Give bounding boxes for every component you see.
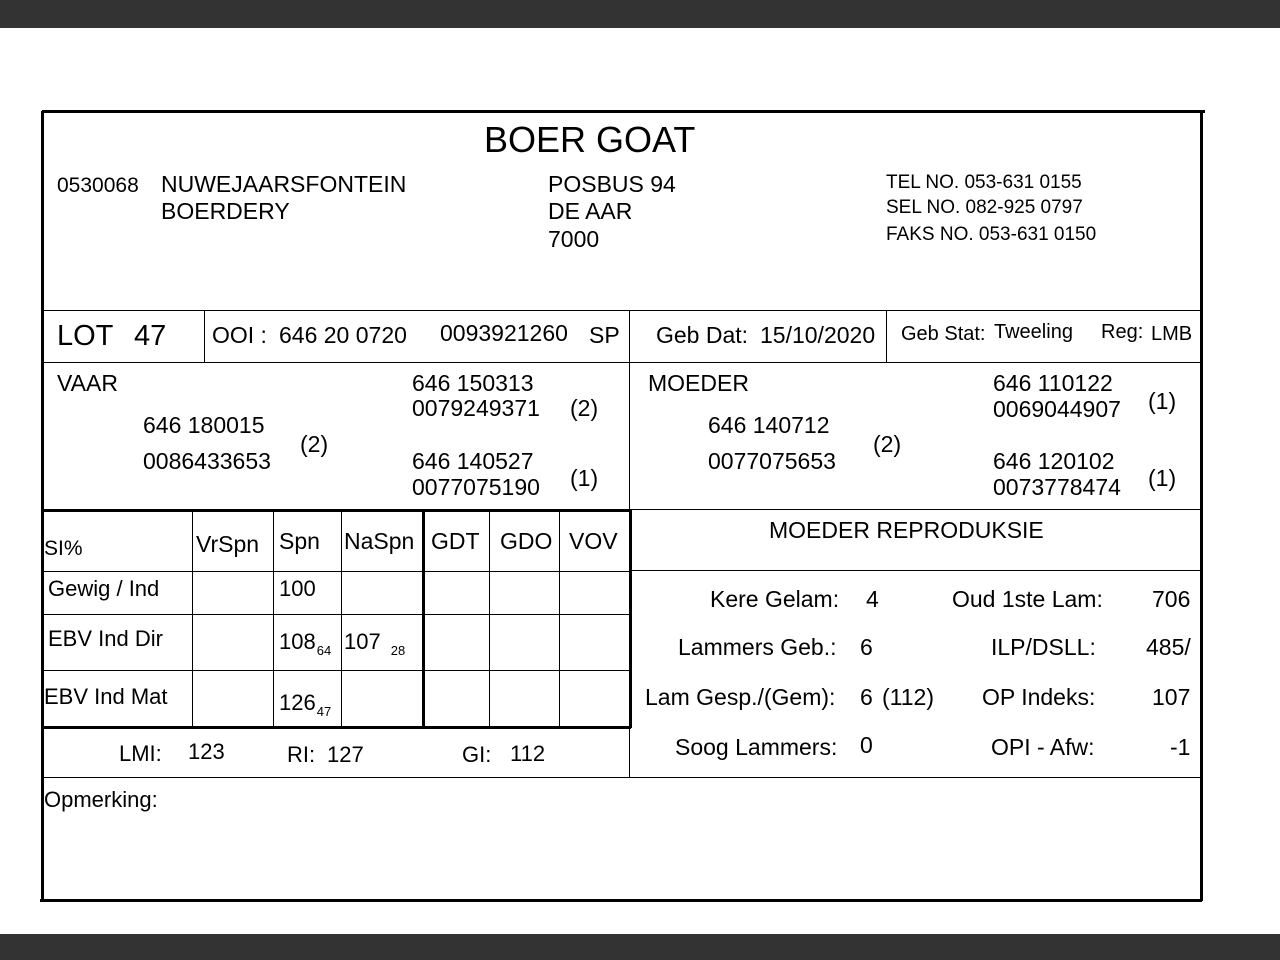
ooi-label: OOI : — [212, 322, 267, 348]
address-line: 7000 — [548, 226, 600, 252]
card-title: BOER GOAT — [484, 119, 696, 160]
dam-sire-id: 646 110122 — [993, 370, 1113, 396]
oud-lam-value: 706 — [1152, 586, 1191, 612]
value: 107 — [344, 629, 381, 654]
accuracy: 64 — [316, 643, 332, 658]
ilp-label: ILP/DSLL: — [991, 634, 1096, 660]
opi-afw-label: OPI - Afw: — [991, 734, 1095, 760]
gi-value: 112 — [510, 741, 546, 766]
op-indeks-value: 107 — [1152, 684, 1191, 710]
bottom-bar — [0, 934, 1280, 960]
lammers-geb-value: 6 — [860, 634, 873, 660]
reg-label: Reg: — [1101, 321, 1144, 343]
divider — [204, 310, 205, 362]
opi-afw-value: -1 — [1170, 734, 1191, 760]
soog-lammers-label: Soog Lammers: — [675, 734, 838, 760]
address-line: POSBUS 94 — [548, 171, 676, 197]
divider — [43, 777, 1201, 778]
sire-dam-reg: 0077075190 — [412, 474, 540, 500]
sel-number: SEL NO. 082-925 0797 — [886, 197, 1083, 218]
divider — [43, 362, 1201, 363]
frame-bottom — [40, 899, 1202, 902]
top-bar — [0, 0, 1280, 28]
lmi-label: LMI: — [119, 741, 162, 766]
gdt-header: GDT — [431, 528, 480, 554]
divider — [273, 511, 274, 727]
spn-value — [279, 690, 332, 719]
frame-top — [42, 110, 1205, 113]
divider — [43, 726, 631, 729]
sire-reg: 0086433653 — [143, 448, 271, 474]
sire-code: (2) — [300, 431, 329, 457]
dam-label: MOEDER — [648, 370, 749, 396]
ooi-suffix: SP — [589, 322, 620, 348]
divider — [559, 511, 560, 727]
frame-left — [41, 111, 44, 901]
dam-reg: 0077075653 — [708, 448, 836, 474]
sire-sire-reg: 0079249371 — [412, 395, 540, 421]
dam-id: 646 140712 — [708, 412, 830, 438]
row-label: EBV Ind Dir — [48, 626, 163, 651]
spn-value — [279, 629, 332, 658]
gi-label: GI: — [462, 742, 492, 767]
breeder-code: 0530068 — [57, 174, 139, 197]
faks-number: FAKS NO. 053-631 0150 — [886, 224, 1097, 245]
divider — [489, 511, 490, 727]
kere-gelam-label: Kere Gelam: — [710, 586, 840, 612]
breeder-name: NUWEJAARSFONTEIN — [161, 171, 407, 197]
sire-sire-id: 646 150313 — [412, 370, 534, 396]
dam-dam-id: 646 120102 — [993, 448, 1115, 474]
lot-label: LOT — [57, 320, 114, 352]
kere-gelam-value: 4 — [866, 586, 879, 612]
sire-dam-code: (1) — [570, 465, 599, 491]
remarks-label: Opmerking: — [44, 787, 158, 812]
lammers-geb-label: Lammers Geb.: — [678, 634, 837, 660]
dam-dam-reg: 0073778474 — [993, 474, 1121, 500]
dam-code: (2) — [873, 431, 902, 457]
tel-number: TEL NO. 053-631 0155 — [886, 172, 1082, 193]
divider — [422, 511, 425, 727]
ooi-id: 646 20 0720 — [279, 322, 407, 348]
breeder-name-line2: BOERDERY — [161, 198, 290, 224]
si-header: SI% — [44, 537, 83, 560]
row-label: Gewig / Ind — [48, 576, 160, 601]
accuracy: 47 — [316, 704, 332, 719]
oud-lam-label: Oud 1ste Lam: — [952, 586, 1103, 612]
divider — [630, 510, 632, 728]
dam-sire-reg: 0069044907 — [993, 396, 1121, 422]
reg-value: LMB — [1151, 323, 1193, 345]
sire-dam-id: 646 140527 — [412, 448, 534, 474]
birth-date-label: Geb Dat: — [656, 322, 749, 348]
value: 126 — [279, 690, 316, 715]
accuracy: 28 — [390, 643, 406, 658]
spn-value — [279, 578, 316, 600]
ri-value: 127 — [327, 742, 364, 767]
ri-label: RI: — [287, 742, 316, 767]
divider — [341, 511, 342, 727]
birth-status: Tweeling — [994, 321, 1073, 343]
lam-gesp-value: 6 — [860, 684, 873, 710]
lot-number: 47 — [134, 320, 167, 352]
lam-gesp-gem-value: (112) — [882, 684, 934, 710]
gdo-header: GDO — [500, 528, 553, 554]
naspn-header: NaSpn — [344, 528, 415, 554]
divider — [43, 310, 1201, 311]
divider — [43, 614, 630, 615]
divider — [886, 310, 887, 362]
value: 108 — [279, 629, 316, 654]
lam-gesp-label: Lam Gesp./(Gem): — [645, 684, 836, 710]
value: 100 — [279, 576, 316, 601]
divider — [43, 509, 631, 512]
vov-header: VOV — [569, 528, 618, 554]
divider — [192, 511, 193, 727]
op-indeks-label: OP Indeks: — [982, 684, 1096, 710]
naspn-value — [344, 629, 406, 658]
spn-header: Spn — [279, 528, 320, 554]
ooi-reg-no: 0093921260 — [440, 320, 568, 346]
sire-sire-code: (2) — [570, 395, 599, 421]
birth-status-label: Geb Stat: — [901, 323, 986, 345]
sire-label: VAAR — [57, 370, 118, 396]
frame-right — [1200, 111, 1203, 901]
ilp-value: 485/ — [1146, 634, 1191, 660]
soog-lammers-value: 0 — [860, 732, 873, 758]
dam-sire-code: (1) — [1148, 388, 1177, 414]
sire-id: 646 180015 — [143, 412, 265, 438]
divider — [43, 670, 630, 671]
divider — [43, 571, 630, 572]
lmi-value: 123 — [188, 739, 225, 764]
reproduction-title: MOEDER REPRODUKSIE — [769, 517, 1044, 543]
divider — [631, 570, 1201, 571]
address-line: DE AAR — [548, 198, 633, 224]
row-label: EBV Ind Mat — [44, 684, 168, 709]
dam-dam-code: (1) — [1148, 465, 1177, 491]
divider — [631, 509, 1201, 510]
vrspn-header: VrSpn — [196, 531, 260, 557]
birth-date: 15/10/2020 — [760, 322, 876, 348]
